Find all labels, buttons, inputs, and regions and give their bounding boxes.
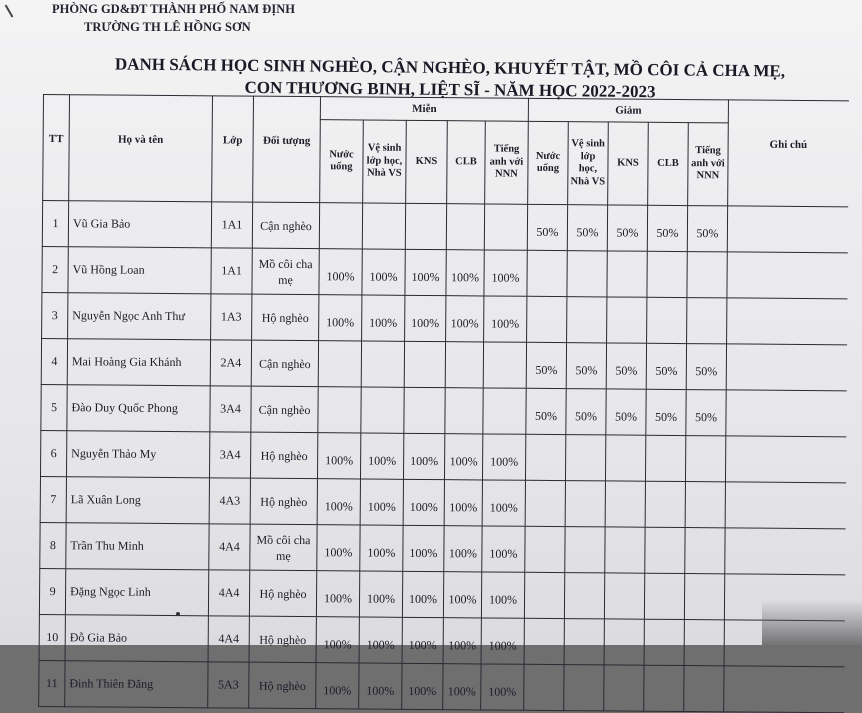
cell-name: Đinh Thiên Đăng [65,661,208,708]
cell-giam-value: 50% [646,389,686,435]
student-list-table [38,94,848,713]
cell-giam-value [684,620,724,666]
page-shadow [762,600,862,645]
header-name: Họ và tên [69,95,213,202]
cell-mien-value: 100% [360,433,403,479]
cell-tt: 2 [42,246,68,292]
cell-giam-value: 50% [687,206,727,252]
cell-giam-value [524,664,564,710]
cell-name: Lã Xuân Long [66,477,209,524]
cell-class: 4A4 [208,570,249,616]
cell-class: 4A4 [209,524,250,570]
cell-note [726,344,846,391]
header-notes: Ghi chú [728,100,849,207]
cell-giam-value [525,434,565,480]
cell-mien-value: 100% [316,663,359,709]
table-row [42,201,847,253]
cell-mien-value: 100% [362,249,405,295]
header-giam-clb: CLB [648,122,689,205]
cell-mien-value [318,341,361,387]
cell-giam-value [565,435,605,481]
cell-mien-value: 100% [402,663,443,709]
cell-name: Trần Thu Minh [66,523,209,570]
cell-mien-value: 100% [403,433,444,479]
cell-note [725,528,845,575]
cell-tt: 9 [39,568,65,614]
header-mien-ve-sinh: Vệ sinh lớp học, Nhà VS [363,120,407,203]
cell-giam-value [564,573,604,619]
cell-name: Nguyễn Thảo My [66,431,209,478]
cell-tt: 5 [41,384,67,430]
cell-class: 4A3 [209,478,250,524]
cell-mien-value: 100% [446,296,484,342]
cell-note [725,436,845,483]
cell-mien-value: 100% [403,525,444,571]
school-name: TRƯỜNG TH LÊ HỒNG SƠN [84,20,251,34]
cell-giam-value [645,527,685,573]
cell-mien-value: 100% [443,618,481,664]
cell-mien-value: 100% [360,525,403,571]
cell-giam-value [527,296,567,342]
cell-mien-value: 100% [402,571,443,617]
cell-mien-value: 100% [402,617,443,663]
document-title-line2: CON THƯƠNG BINH, LIỆT SĨ - NĂM HỌC 2022-2023 [244,77,656,102]
cell-class: 1A1 [211,202,252,248]
cell-mien-value: 100% [481,572,524,618]
cell-mien-value [446,204,484,250]
cell-giam-value: 50% [527,204,567,250]
table-row [42,246,847,298]
cell-giam-value [607,251,647,297]
table-row [40,476,845,528]
cell-mien-value [405,203,446,249]
cell-giam-value [684,574,724,620]
cell-mien-value: 100% [319,295,362,341]
ink-dot [176,612,180,616]
cell-category: Mồ côi cha mẹ [252,248,319,295]
cell-mien-value: 100% [443,572,481,618]
cell-mien-value: 100% [316,617,359,663]
cell-giam-value: 50% [526,388,566,434]
cell-mien-value [483,388,526,434]
cell-class: 2A4 [210,340,251,386]
cell-giam-value: 50% [606,389,646,435]
cell-class: 4A4 [208,616,249,662]
cell-giam-value [685,482,725,528]
cell-note [727,298,847,345]
header-giam-nuoc-uong: Nước uống [528,121,569,204]
cell-giam-value [605,481,645,527]
cell-mien-value: 100% [359,617,402,663]
cell-mien-value [362,203,405,249]
cell-mien-value: 100% [362,295,405,341]
cell-mien-value: 100% [317,479,360,525]
header-mien-tieng-anh: Tiếng anh với NNN [485,121,529,204]
document-title-line1: DANH SÁCH HỌC SINH NGHÈO, CẬN NGHÈO, KHUYẾT TẬT, MỒ CÔI CẢ CHA MẸ, [114,54,786,81]
cell-mien-value [404,341,445,387]
cell-giam-value [565,527,605,573]
cell-giam-value: 50% [606,343,646,389]
header-mien-clb: CLB [447,121,486,204]
cell-giam-value [604,573,644,619]
cell-giam-value [685,528,725,574]
header-giam-ve-sinh: Vệ sinh lớp học, Nhà VS [568,122,609,205]
cell-category: Hộ nghèo [249,662,316,709]
cell-class: 3A4 [210,386,251,432]
cell-tt: 3 [42,292,68,338]
cell-class: 1A1 [211,248,252,294]
cell-name: Đặng Ngọc Linh [65,569,208,616]
cell-tt: 1 [42,201,68,247]
cell-giam-value [565,481,605,527]
header-exempt-group: Miễn [320,97,528,122]
cell-giam-value: 50% [526,342,566,388]
cell-mien-value: 100% [405,295,446,341]
table-row [39,660,844,712]
header-class: Lớp [212,96,254,202]
table-body [39,201,848,713]
cell-giam-value [605,435,645,481]
cell-mien-value: 100% [317,525,360,571]
cell-note [727,206,847,253]
cell-category: Hộ nghèo [250,432,317,479]
cell-mien-value [318,387,361,433]
cell-giam-value [685,436,725,482]
cell-mien-value: 100% [481,618,524,664]
cell-mien-value [445,342,483,388]
cell-giam-value: 50% [566,343,606,389]
cell-name: Đỗ Gia Bảo [65,615,208,662]
cell-mien-value [361,341,404,387]
cell-category: Cận nghèo [251,386,318,433]
cell-giam-value [644,619,684,665]
cell-giam-value [647,251,687,297]
cell-mien-value: 100% [482,434,525,480]
cell-mien-value [319,203,362,249]
cell-name: Vũ Gia Bảo [68,201,211,248]
cell-giam-value [644,573,684,619]
cell-name: Mai Hoàng Gia Khánh [67,339,210,386]
cell-mien-value: 100% [359,571,402,617]
cell-giam-value [687,298,727,344]
cell-mien-value [404,387,445,433]
cell-giam-value [567,251,607,297]
cell-mien-value: 100% [443,664,481,710]
cell-giam-value: 50% [646,343,686,389]
cell-tt: 6 [40,430,66,476]
cell-mien-value: 100% [444,480,482,526]
cell-giam-value [644,665,684,711]
table-row [42,292,847,344]
cell-mien-value: 100% [446,250,484,296]
cell-mien-value [361,387,404,433]
cell-mien-value: 100% [481,664,524,710]
cell-giam-value [645,481,685,527]
cell-tt: 8 [40,522,66,568]
cell-mien-value: 100% [317,433,360,479]
cell-mien-value: 100% [359,663,402,709]
cell-giam-value: 50% [607,205,647,251]
cell-giam-value [687,252,727,298]
cell-mien-value [484,204,527,250]
cell-giam-value [525,526,565,572]
cell-mien-value: 100% [405,249,446,295]
cell-tt: 10 [39,614,65,660]
cell-note [727,252,847,299]
cell-note [726,390,846,437]
student-list-table-wrapper [38,94,848,713]
cell-tt: 4 [41,338,67,384]
header-giam-tieng-anh: Tiếng anh với NNN [688,123,729,206]
cell-mien-value: 100% [482,480,525,526]
cell-giam-value [604,619,644,665]
cell-mien-value: 100% [482,526,525,572]
cell-category: Cận nghèo [252,202,319,249]
cell-mien-value: 100% [444,434,482,480]
cell-mien-value: 100% [403,479,444,525]
cell-category: Hộ nghèo [249,570,316,617]
cell-category: Cận nghèo [251,340,318,387]
header-reduce-group: Giảm [528,98,728,123]
header-mien-kns: KNS [406,120,448,203]
cell-giam-value [564,665,604,711]
department-name: PHÒNG GD&ĐT THÀNH PHỐ NAM ĐỊNH [52,2,295,16]
cell-giam-value [564,619,604,665]
pen-mark [5,4,14,17]
cell-category: Hộ nghèo [250,478,317,525]
cell-note [724,666,844,713]
table-row [41,338,846,390]
cell-giam-value: 50% [686,390,726,436]
cell-mien-value: 100% [484,296,527,342]
cell-giam-value: 50% [647,205,687,251]
cell-giam-value: 50% [566,389,606,435]
header-category: Đối tượng [253,96,321,203]
cell-mien-value: 100% [444,526,482,572]
cell-giam-value [684,666,724,712]
cell-giam-value [525,480,565,526]
cell-name: Vũ Hồng Loan [68,247,211,294]
cell-giam-value [527,250,567,296]
cell-mien-value [483,342,526,388]
cell-giam-value [605,527,645,573]
cell-name: Nguyễn Ngọc Anh Thư [68,293,211,340]
cell-giam-value: 50% [567,205,607,251]
cell-tt: 7 [40,476,66,522]
cell-tt: 11 [39,660,65,706]
cell-name: Đào Duy Quốc Phong [67,385,210,432]
cell-giam-value [645,435,685,481]
table-row [40,430,845,482]
header-giam-kns: KNS [608,122,649,205]
cell-giam-value [607,297,647,343]
table-row [41,384,846,436]
cell-mien-value: 100% [316,571,359,617]
cell-giam-value [524,572,564,618]
cell-mien-value [445,388,483,434]
cell-giam-value [567,297,607,343]
cell-mien-value: 100% [484,250,527,296]
cell-class: 3A4 [209,432,250,478]
cell-category: Mồ côi cha mẹ [250,524,317,571]
cell-giam-value [524,618,564,664]
cell-giam-value [604,665,644,711]
table-row [39,614,844,666]
cell-giam-value [647,297,687,343]
table-row [40,522,845,574]
cell-class: 1A3 [211,294,252,340]
cell-category: Hộ nghèo [249,616,316,663]
cell-mien-value: 100% [319,249,362,295]
header-mien-nuoc-uong: Nước uống [320,120,364,203]
cell-class: 5A3 [208,662,249,708]
cell-giam-value: 50% [686,344,726,390]
header-tt: TT [43,95,70,201]
table-row [39,568,844,620]
cell-mien-value: 100% [360,479,403,525]
header-row-top [43,95,848,124]
cell-category: Hộ nghèo [252,294,319,341]
cell-note [725,482,845,529]
